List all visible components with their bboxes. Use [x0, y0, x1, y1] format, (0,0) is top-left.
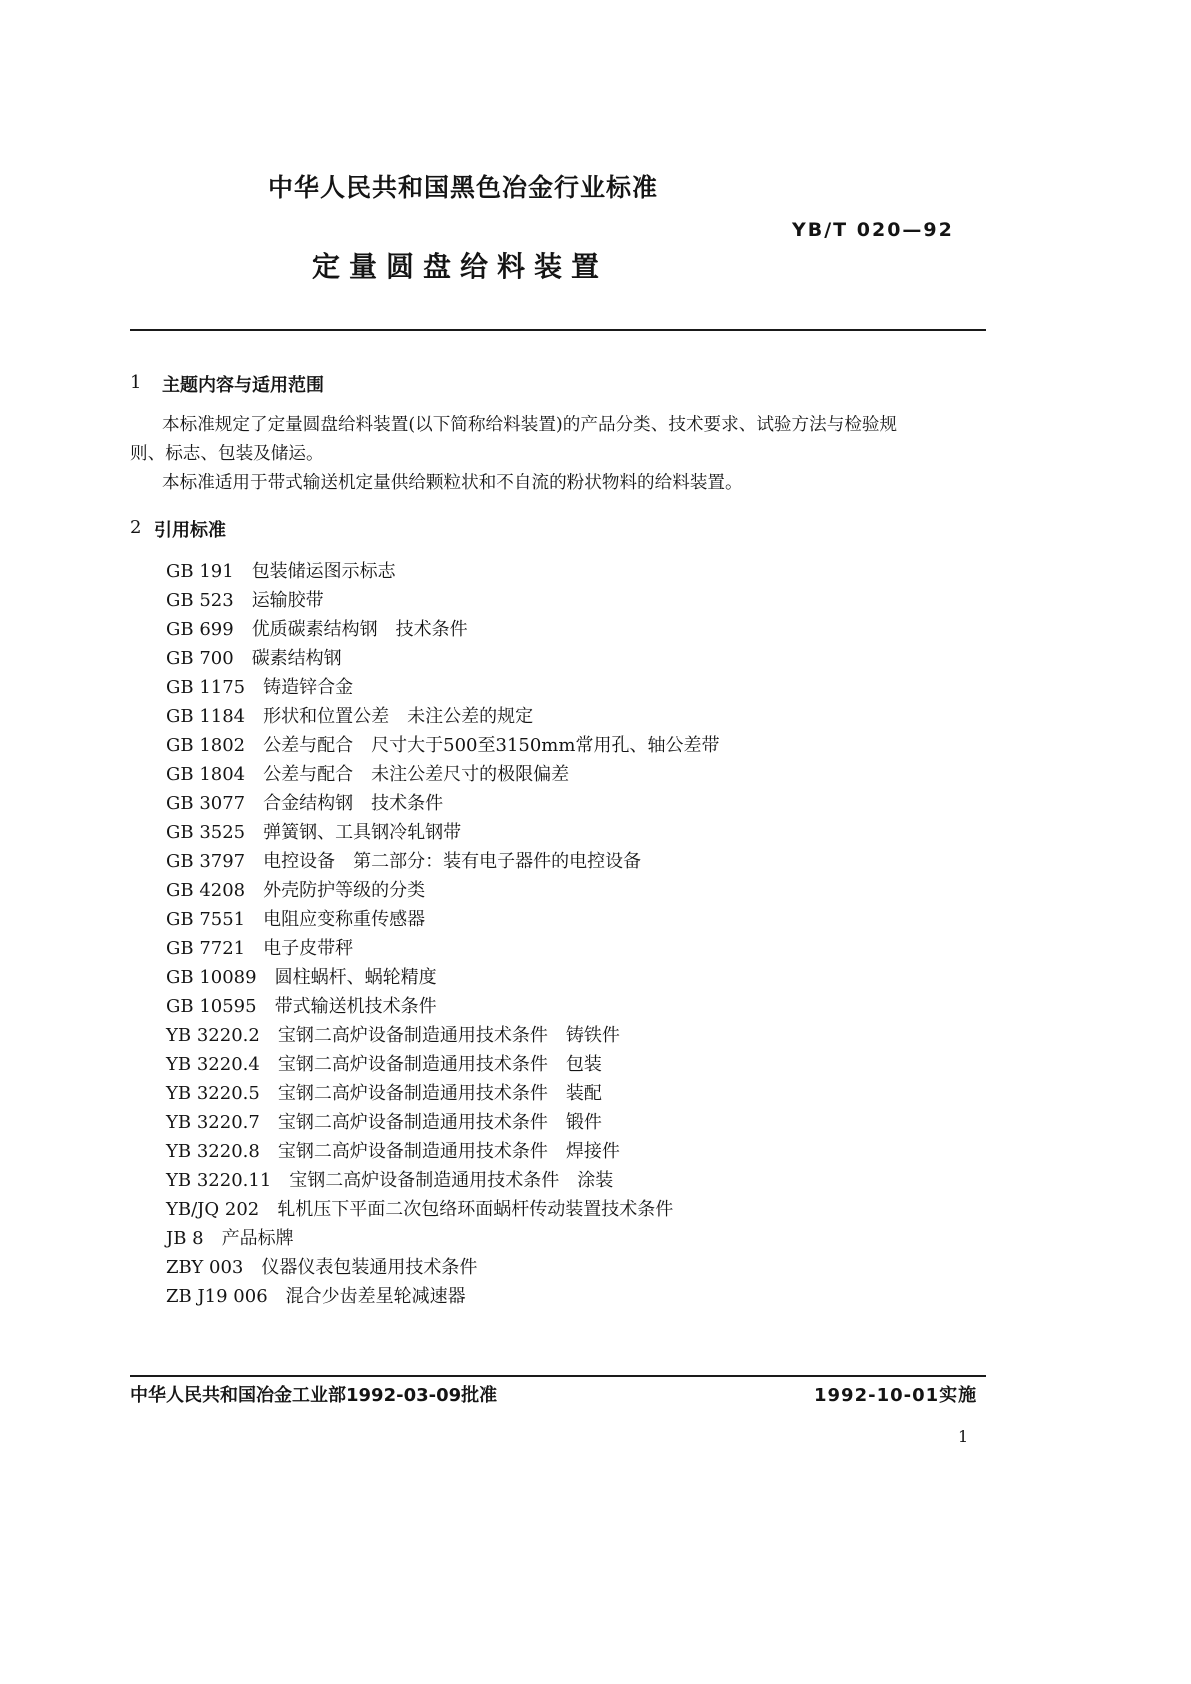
reference-title: 产品标牌 — [221, 1228, 294, 1249]
reference-item — [166, 615, 468, 644]
section-2-number: 2 — [130, 517, 142, 538]
reference-item — [166, 1021, 620, 1050]
reference-title: 宝钢二高炉设备制造通用技术条件 涂装 — [289, 1170, 614, 1191]
reference-code: GB 1802 — [166, 735, 246, 756]
reference-item — [166, 1079, 602, 1108]
reference-code: GB 7721 — [166, 938, 246, 959]
reference-code: GB 7551 — [166, 909, 246, 930]
reference-title: 外壳防护等级的分类 — [263, 880, 426, 901]
reference-code: GB 700 — [166, 648, 234, 669]
reference-item — [166, 1137, 620, 1166]
reference-code: YB 3220.7 — [166, 1112, 260, 1133]
reference-title: 宝钢二高炉设备制造通用技术条件 包装 — [277, 1054, 602, 1075]
reference-code: YB 3220.11 — [166, 1170, 272, 1191]
reference-code: YB 3220.4 — [166, 1054, 260, 1075]
reference-code: GB 699 — [166, 619, 234, 640]
reference-item — [166, 876, 425, 905]
reference-item — [166, 905, 425, 934]
reference-code: YB 3220.2 — [166, 1025, 260, 1046]
reference-code: ZB J19 006 — [166, 1286, 268, 1307]
reference-code: YB 3220.8 — [166, 1141, 260, 1162]
reference-item — [166, 731, 719, 760]
reference-item — [166, 1050, 602, 1079]
reference-item — [166, 586, 324, 615]
implementation-date: 1992-10-01实施 — [814, 1385, 978, 1406]
reference-title: 公差与配合 未注公差尺寸的极限偏差 — [263, 764, 570, 785]
footer-rule — [130, 1375, 986, 1377]
reference-title: 宝钢二高炉设备制造通用技术条件 锻件 — [277, 1112, 602, 1133]
org-title: 中华人民共和国黑色冶金行业标准 — [268, 173, 659, 202]
reference-item — [166, 1253, 477, 1282]
reference-item — [166, 934, 353, 963]
section-1-heading: 主题内容与适用范围 — [162, 375, 324, 396]
reference-title: 公差与配合 尺寸大于500至3150mm常用孔、轴公差带 — [263, 735, 720, 756]
reference-title: 轧机压下平面二次包络环面蜗杆传动装置技术条件 — [277, 1199, 674, 1220]
reference-code: GB 10595 — [166, 996, 257, 1017]
reference-item — [166, 702, 533, 731]
reference-item — [166, 847, 641, 876]
reference-code: JB 8 — [166, 1228, 204, 1249]
header-rule — [130, 329, 986, 331]
reference-item — [166, 963, 437, 992]
reference-title: 电控设备 第二部分：装有电子器件的电控设备 — [263, 851, 642, 872]
reference-code: GB 1175 — [166, 677, 246, 698]
reference-item — [166, 644, 342, 673]
reference-code: GB 4208 — [166, 880, 246, 901]
page-number: 1 — [958, 1427, 969, 1446]
reference-title: 宝钢二高炉设备制造通用技术条件 装配 — [277, 1083, 602, 1104]
reference-code: GB 10089 — [166, 967, 257, 988]
section-2-heading: 引用标准 — [154, 520, 226, 541]
reference-title: 宝钢二高炉设备制造通用技术条件 焊接件 — [277, 1141, 620, 1162]
reference-title: 碳素结构钢 — [251, 648, 342, 669]
reference-title: 优质碳素结构钢 技术条件 — [251, 619, 468, 640]
reference-item — [166, 818, 461, 847]
reference-title: 圆柱蜗杆、蜗轮精度 — [274, 967, 437, 988]
reference-title: 形状和位置公差 未注公差的规定 — [263, 706, 534, 727]
reference-title: 混合少齿差星轮减速器 — [285, 1286, 466, 1307]
reference-item — [166, 760, 569, 789]
reference-code: GB 523 — [166, 590, 234, 611]
approval-line: 中华人民共和国冶金工业部1992-03-09批准 — [130, 1385, 498, 1406]
reference-item — [166, 992, 437, 1021]
reference-item — [166, 1166, 613, 1195]
reference-item — [166, 1195, 673, 1224]
reference-code: GB 3797 — [166, 851, 246, 872]
reference-code: GB 1184 — [166, 706, 246, 727]
reference-title: 电阻应变称重传感器 — [263, 909, 426, 930]
reference-title: 仪器仪表包装通用技术条件 — [261, 1257, 478, 1278]
standard-number: YB/T 020—92 — [792, 219, 954, 241]
section-1-para-2: 本标准适用于带式输送机定量供给颗粒状和不自流的粉状物料的给料装置。 — [162, 473, 743, 493]
reference-code: GB 1804 — [166, 764, 246, 785]
reference-code: GB 191 — [166, 561, 234, 582]
reference-code: YB 3220.5 — [166, 1083, 260, 1104]
section-1-para-1-line-1: 本标准规定了定量圆盘给料装置(以下简称给料装置)的产品分类、技术要求、试验方法与检验规 — [162, 415, 898, 435]
reference-title: 运输胶带 — [251, 590, 324, 611]
reference-title: 带式输送机技术条件 — [274, 996, 437, 1017]
section-1-number: 1 — [130, 372, 142, 393]
reference-item — [166, 1282, 466, 1311]
reference-item — [166, 789, 443, 818]
reference-item — [166, 557, 396, 586]
reference-title: 电子皮带秤 — [263, 938, 354, 959]
reference-title: 合金结构钢 技术条件 — [263, 793, 444, 814]
section-1-para-1-line-2: 则、标志、包装及储运。 — [130, 444, 324, 464]
reference-title: 宝钢二高炉设备制造通用技术条件 铸铁件 — [277, 1025, 620, 1046]
reference-item — [166, 1108, 602, 1137]
reference-item — [166, 673, 353, 702]
reference-code: GB 3525 — [166, 822, 246, 843]
reference-code: ZBY 003 — [166, 1257, 244, 1278]
reference-item — [166, 1224, 294, 1253]
doc-title: 定量圆盘给料装置 — [312, 250, 609, 283]
reference-code: GB 3077 — [166, 793, 246, 814]
reference-code: YB/JQ 202 — [166, 1199, 260, 1220]
reference-title: 弹簧钢、工具钢冷轧钢带 — [263, 822, 462, 843]
reference-title: 铸造锌合金 — [263, 677, 354, 698]
reference-title: 包装储运图示标志 — [251, 561, 396, 582]
